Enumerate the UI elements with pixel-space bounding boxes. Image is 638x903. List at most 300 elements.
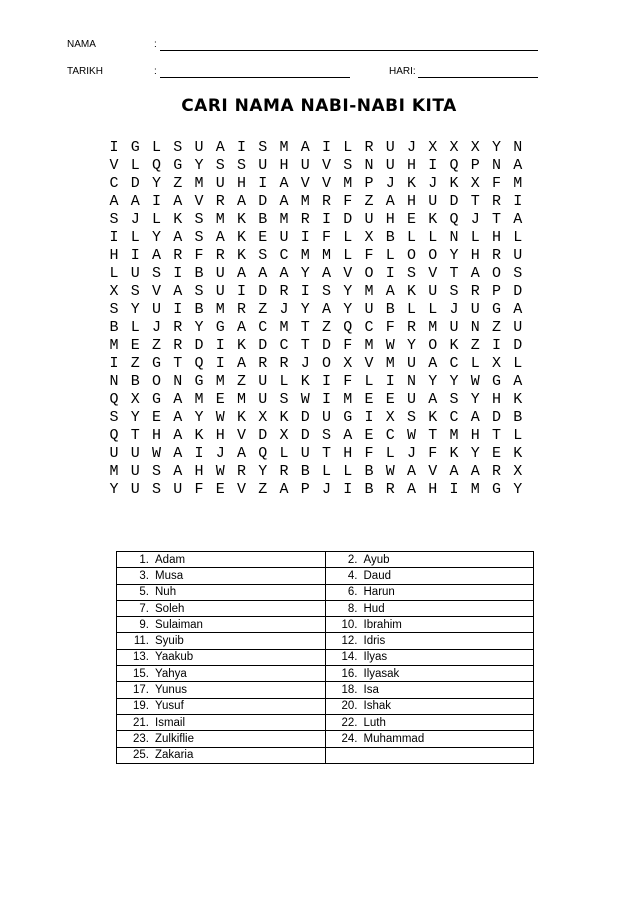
grid-letter[interactable]: A [406, 481, 416, 498]
grid-letter[interactable]: Q [109, 427, 119, 444]
grid-letter[interactable]: V [151, 283, 161, 300]
grid-letter[interactable]: Y [109, 481, 119, 498]
grid-letter[interactable]: B [194, 301, 204, 318]
grid-letter[interactable]: S [321, 427, 331, 444]
grid-letter[interactable]: J [406, 139, 416, 156]
grid-letter[interactable]: S [258, 247, 268, 264]
hari-field[interactable] [418, 77, 538, 78]
grid-letter[interactable]: T [491, 211, 501, 228]
grid-letter[interactable]: T [173, 355, 183, 372]
grid-letter[interactable]: L [151, 211, 161, 228]
grid-letter[interactable]: N [513, 139, 523, 156]
grid-letter[interactable]: F [343, 373, 353, 390]
grid-letter[interactable]: C [258, 319, 268, 336]
grid-letter[interactable]: K [236, 337, 246, 354]
grid-letter[interactable]: U [215, 283, 225, 300]
grid-letter[interactable]: L [130, 157, 140, 174]
grid-letter[interactable]: R [258, 355, 268, 372]
grid-letter[interactable]: S [406, 409, 416, 426]
grid-letter[interactable]: Q [343, 319, 353, 336]
grid-letter[interactable]: R [364, 139, 374, 156]
grid-letter[interactable]: L [279, 445, 289, 462]
grid-letter[interactable]: U [258, 373, 268, 390]
grid-letter[interactable]: A [513, 157, 523, 174]
grid-letter[interactable]: F [491, 175, 501, 192]
grid-letter[interactable]: M [343, 175, 353, 192]
grid-letter[interactable]: J [321, 481, 331, 498]
grid-letter[interactable]: R [321, 193, 331, 210]
grid-letter[interactable]: B [300, 463, 310, 480]
grid-letter[interactable]: H [428, 481, 438, 498]
grid-letter[interactable]: X [449, 139, 459, 156]
grid-letter[interactable]: L [364, 373, 374, 390]
grid-letter[interactable]: M [194, 391, 204, 408]
grid-letter[interactable]: U [130, 463, 140, 480]
grid-letter[interactable]: O [491, 265, 501, 282]
grid-letter[interactable]: D [491, 409, 501, 426]
grid-letter[interactable]: X [470, 139, 480, 156]
grid-letter[interactable]: L [513, 229, 523, 246]
grid-letter[interactable]: T [449, 265, 459, 282]
grid-letter[interactable]: A [109, 193, 119, 210]
grid-letter[interactable]: V [343, 265, 353, 282]
grid-letter[interactable]: X [491, 355, 501, 372]
grid-letter[interactable]: L [428, 229, 438, 246]
grid-letter[interactable]: U [300, 445, 310, 462]
grid-letter[interactable]: A [173, 391, 183, 408]
grid-letter[interactable]: A [236, 355, 246, 372]
grid-letter[interactable]: S [215, 157, 225, 174]
grid-letter[interactable]: B [385, 229, 395, 246]
grid-letter[interactable]: A [513, 301, 523, 318]
grid-letter[interactable]: V [321, 157, 331, 174]
grid-letter[interactable]: F [364, 445, 374, 462]
grid-letter[interactable]: Z [173, 175, 183, 192]
grid-letter[interactable]: H [406, 193, 416, 210]
grid-letter[interactable]: S [194, 283, 204, 300]
grid-letter[interactable]: Q [194, 355, 204, 372]
grid-letter[interactable]: O [364, 265, 374, 282]
grid-letter[interactable]: H [491, 229, 501, 246]
grid-letter[interactable]: S [151, 463, 161, 480]
grid-letter[interactable]: X [109, 283, 119, 300]
grid-letter[interactable]: S [236, 157, 246, 174]
grid-letter[interactable]: H [194, 463, 204, 480]
grid-letter[interactable]: J [406, 445, 416, 462]
grid-letter[interactable]: A [385, 193, 395, 210]
grid-letter[interactable]: J [385, 175, 395, 192]
grid-letter[interactable]: M [364, 337, 374, 354]
grid-letter[interactable]: C [109, 175, 119, 192]
grid-letter[interactable]: G [491, 373, 501, 390]
grid-letter[interactable]: X [364, 229, 374, 246]
grid-letter[interactable]: S [109, 409, 119, 426]
grid-letter[interactable]: U [151, 301, 161, 318]
grid-letter[interactable]: D [300, 427, 310, 444]
grid-letter[interactable]: I [513, 193, 523, 210]
grid-letter[interactable]: O [406, 247, 416, 264]
grid-letter[interactable]: F [343, 337, 353, 354]
grid-letter[interactable]: E [385, 391, 395, 408]
grid-letter[interactable]: W [385, 337, 395, 354]
grid-letter[interactable]: Z [258, 301, 268, 318]
grid-letter[interactable]: U [321, 409, 331, 426]
grid-letter[interactable]: I [258, 175, 268, 192]
grid-letter[interactable]: L [428, 301, 438, 318]
grid-letter[interactable]: K [449, 175, 459, 192]
grid-letter[interactable]: R [300, 211, 310, 228]
grid-letter[interactable]: D [513, 337, 523, 354]
grid-letter[interactable]: R [491, 463, 501, 480]
grid-letter[interactable]: U [470, 301, 480, 318]
grid-letter[interactable]: S [449, 391, 459, 408]
grid-letter[interactable]: Y [513, 481, 523, 498]
grid-letter[interactable]: A [470, 265, 480, 282]
grid-letter[interactable]: O [151, 373, 161, 390]
grid-letter[interactable]: B [109, 319, 119, 336]
grid-letter[interactable]: R [385, 481, 395, 498]
grid-letter[interactable]: V [194, 193, 204, 210]
grid-letter[interactable]: R [173, 247, 183, 264]
grid-letter[interactable]: U [449, 319, 459, 336]
grid-letter[interactable]: S [194, 229, 204, 246]
grid-letter[interactable]: L [321, 463, 331, 480]
grid-letter[interactable]: K [236, 211, 246, 228]
grid-letter[interactable]: M [449, 427, 459, 444]
grid-letter[interactable]: J [428, 175, 438, 192]
grid-letter[interactable]: Y [449, 373, 459, 390]
grid-letter[interactable]: V [364, 355, 374, 372]
grid-letter[interactable]: M [513, 175, 523, 192]
grid-letter[interactable]: H [279, 157, 289, 174]
grid-letter[interactable]: Z [130, 355, 140, 372]
grid-letter[interactable]: Z [491, 319, 501, 336]
grid-letter[interactable]: S [109, 301, 119, 318]
grid-letter[interactable]: K [428, 409, 438, 426]
grid-letter[interactable]: X [258, 409, 268, 426]
grid-letter[interactable]: A [236, 265, 246, 282]
grid-letter[interactable]: L [343, 139, 353, 156]
grid-letter[interactable]: X [343, 355, 353, 372]
grid-letter[interactable]: I [130, 247, 140, 264]
grid-letter[interactable]: X [513, 463, 523, 480]
grid-letter[interactable]: R [236, 463, 246, 480]
grid-letter[interactable]: M [236, 391, 246, 408]
grid-letter[interactable]: A [151, 247, 161, 264]
grid-letter[interactable]: H [151, 427, 161, 444]
grid-letter[interactable]: U [385, 157, 395, 174]
grid-letter[interactable]: K [194, 427, 204, 444]
grid-letter[interactable]: L [385, 247, 395, 264]
grid-letter[interactable]: A [236, 193, 246, 210]
grid-letter[interactable]: C [385, 427, 395, 444]
grid-letter[interactable]: I [151, 193, 161, 210]
grid-letter[interactable]: B [194, 265, 204, 282]
grid-letter[interactable]: P [491, 283, 501, 300]
grid-letter[interactable]: S [151, 481, 161, 498]
grid-letter[interactable]: A [173, 409, 183, 426]
grid-letter[interactable]: A [215, 139, 225, 156]
grid-letter[interactable]: A [428, 391, 438, 408]
grid-letter[interactable]: W [406, 427, 416, 444]
grid-letter[interactable]: P [300, 481, 310, 498]
grid-letter[interactable]: R [173, 337, 183, 354]
grid-letter[interactable]: G [343, 409, 353, 426]
grid-letter[interactable]: I [173, 265, 183, 282]
grid-letter[interactable]: K [236, 247, 246, 264]
grid-letter[interactable]: U [428, 283, 438, 300]
grid-letter[interactable]: R [173, 319, 183, 336]
grid-letter[interactable]: L [470, 229, 480, 246]
grid-letter[interactable]: V [236, 481, 246, 498]
grid-letter[interactable]: Q [151, 157, 161, 174]
grid-letter[interactable]: I [215, 355, 225, 372]
grid-letter[interactable]: R [406, 319, 416, 336]
grid-letter[interactable]: C [449, 355, 459, 372]
grid-letter[interactable]: L [343, 463, 353, 480]
grid-letter[interactable]: K [406, 283, 416, 300]
grid-letter[interactable]: D [194, 337, 204, 354]
grid-letter[interactable]: A [215, 229, 225, 246]
grid-letter[interactable]: J [130, 211, 140, 228]
grid-letter[interactable]: A [300, 139, 310, 156]
grid-letter[interactable]: G [491, 481, 501, 498]
grid-letter[interactable]: S [449, 283, 459, 300]
grid-letter[interactable]: U [173, 481, 183, 498]
grid-letter[interactable]: Z [321, 319, 331, 336]
grid-letter[interactable]: M [215, 211, 225, 228]
grid-letter[interactable]: C [364, 319, 374, 336]
grid-letter[interactable]: A [343, 427, 353, 444]
grid-letter[interactable]: A [385, 283, 395, 300]
grid-letter[interactable]: G [194, 373, 204, 390]
grid-letter[interactable]: I [109, 355, 119, 372]
grid-letter[interactable]: T [470, 193, 480, 210]
grid-letter[interactable]: A [173, 229, 183, 246]
grid-letter[interactable]: D [449, 193, 459, 210]
grid-letter[interactable]: M [279, 211, 289, 228]
grid-letter[interactable]: S [151, 265, 161, 282]
grid-letter[interactable]: E [151, 409, 161, 426]
grid-letter[interactable]: I [428, 157, 438, 174]
grid-letter[interactable]: M [300, 247, 310, 264]
grid-letter[interactable]: E [215, 481, 225, 498]
grid-letter[interactable]: I [173, 301, 183, 318]
grid-letter[interactable]: J [151, 319, 161, 336]
grid-letter[interactable]: E [364, 391, 374, 408]
grid-letter[interactable]: D [513, 283, 523, 300]
grid-letter[interactable]: W [215, 409, 225, 426]
grid-letter[interactable]: L [343, 247, 353, 264]
grid-letter[interactable]: G [151, 391, 161, 408]
grid-letter[interactable]: L [109, 265, 119, 282]
grid-letter[interactable]: S [109, 211, 119, 228]
grid-letter[interactable]: S [194, 211, 204, 228]
grid-letter[interactable]: N [109, 373, 119, 390]
grid-letter[interactable]: A [173, 463, 183, 480]
grid-letter[interactable]: U [385, 139, 395, 156]
grid-letter[interactable]: A [279, 481, 289, 498]
grid-letter[interactable]: I [300, 229, 310, 246]
grid-letter[interactable]: L [130, 229, 140, 246]
grid-letter[interactable]: I [300, 283, 310, 300]
grid-letter[interactable]: A [321, 265, 331, 282]
grid-letter[interactable]: W [215, 463, 225, 480]
grid-letter[interactable]: I [215, 337, 225, 354]
grid-letter[interactable]: D [258, 427, 268, 444]
grid-letter[interactable]: U [406, 355, 416, 372]
grid-letter[interactable]: B [513, 409, 523, 426]
grid-letter[interactable]: C [279, 337, 289, 354]
grid-letter[interactable]: Y [470, 391, 480, 408]
grid-letter[interactable]: U [364, 301, 374, 318]
grid-letter[interactable]: H [470, 427, 480, 444]
grid-letter[interactable]: V [428, 265, 438, 282]
grid-letter[interactable]: H [385, 211, 395, 228]
grid-letter[interactable]: J [449, 301, 459, 318]
grid-letter[interactable]: I [385, 265, 395, 282]
grid-letter[interactable]: V [300, 175, 310, 192]
grid-letter[interactable]: A [173, 283, 183, 300]
grid-letter[interactable]: L [513, 355, 523, 372]
grid-letter[interactable]: L [279, 373, 289, 390]
grid-letter[interactable]: N [470, 319, 480, 336]
grid-letter[interactable]: T [491, 427, 501, 444]
grid-letter[interactable]: G [151, 355, 161, 372]
grid-letter[interactable]: I [109, 229, 119, 246]
grid-letter[interactable]: A [236, 445, 246, 462]
grid-letter[interactable]: K [173, 211, 183, 228]
grid-letter[interactable]: U [513, 247, 523, 264]
grid-letter[interactable]: U [130, 481, 140, 498]
grid-letter[interactable]: B [258, 211, 268, 228]
grid-letter[interactable]: U [215, 175, 225, 192]
grid-letter[interactable]: Y [470, 445, 480, 462]
grid-letter[interactable]: N [406, 373, 416, 390]
grid-letter[interactable]: C [449, 409, 459, 426]
grid-letter[interactable]: I [109, 139, 119, 156]
grid-letter[interactable]: B [364, 463, 374, 480]
grid-letter[interactable]: V [236, 427, 246, 444]
grid-letter[interactable]: R [215, 193, 225, 210]
grid-letter[interactable]: F [194, 481, 204, 498]
grid-letter[interactable]: U [258, 157, 268, 174]
tarikh-field[interactable] [160, 77, 350, 78]
grid-letter[interactable]: A [173, 427, 183, 444]
grid-letter[interactable]: E [406, 211, 416, 228]
grid-letter[interactable]: Y [151, 175, 161, 192]
grid-letter[interactable]: H [343, 445, 353, 462]
grid-letter[interactable]: Y [194, 409, 204, 426]
grid-letter[interactable]: I [491, 337, 501, 354]
grid-letter[interactable]: F [194, 247, 204, 264]
grid-letter[interactable]: A [470, 409, 480, 426]
grid-letter[interactable]: A [321, 301, 331, 318]
grid-letter[interactable]: V [428, 463, 438, 480]
grid-letter[interactable]: M [300, 193, 310, 210]
grid-letter[interactable]: U [513, 319, 523, 336]
grid-letter[interactable]: U [428, 193, 438, 210]
grid-letter[interactable]: W [385, 463, 395, 480]
grid-letter[interactable]: H [491, 391, 501, 408]
grid-letter[interactable]: M [109, 337, 119, 354]
grid-letter[interactable]: A [470, 463, 480, 480]
grid-letter[interactable]: K [236, 409, 246, 426]
grid-letter[interactable]: Y [343, 301, 353, 318]
grid-letter[interactable]: R [215, 247, 225, 264]
grid-letter[interactable]: O [428, 247, 438, 264]
grid-letter[interactable]: Y [491, 139, 501, 156]
grid-letter[interactable]: M [321, 247, 331, 264]
grid-letter[interactable]: P [364, 175, 374, 192]
grid-letter[interactable]: K [513, 445, 523, 462]
grid-letter[interactable]: K [513, 391, 523, 408]
grid-letter[interactable]: T [300, 337, 310, 354]
grid-letter[interactable]: G [215, 319, 225, 336]
grid-letter[interactable]: V [109, 157, 119, 174]
grid-letter[interactable]: I [364, 409, 374, 426]
grid-letter[interactable]: X [130, 391, 140, 408]
grid-letter[interactable]: I [321, 139, 331, 156]
grid-letter[interactable]: B [385, 301, 395, 318]
grid-letter[interactable]: F [385, 319, 395, 336]
grid-letter[interactable]: I [385, 373, 395, 390]
grid-letter[interactable]: A [173, 445, 183, 462]
grid-letter[interactable]: D [343, 211, 353, 228]
grid-letter[interactable]: A [236, 319, 246, 336]
grid-letter[interactable]: A [449, 463, 459, 480]
grid-letter[interactable]: K [449, 445, 459, 462]
grid-letter[interactable]: I [321, 373, 331, 390]
grid-letter[interactable]: T [428, 427, 438, 444]
grid-letter[interactable]: S [343, 157, 353, 174]
grid-letter[interactable]: R [279, 283, 289, 300]
grid-letter[interactable]: T [300, 319, 310, 336]
grid-letter[interactable]: Z [236, 373, 246, 390]
grid-letter[interactable]: O [428, 337, 438, 354]
grid-letter[interactable]: M [279, 319, 289, 336]
grid-letter[interactable]: H [406, 157, 416, 174]
grid-letter[interactable]: Q [109, 391, 119, 408]
grid-letter[interactable]: G [491, 301, 501, 318]
grid-letter[interactable]: S [513, 265, 523, 282]
grid-letter[interactable]: E [215, 391, 225, 408]
grid-letter[interactable]: X [385, 409, 395, 426]
grid-letter[interactable]: E [258, 229, 268, 246]
grid-letter[interactable]: N [364, 157, 374, 174]
grid-letter[interactable]: K [428, 211, 438, 228]
grid-letter[interactable]: Y [194, 157, 204, 174]
grid-letter[interactable]: A [513, 373, 523, 390]
grid-letter[interactable]: X [279, 427, 289, 444]
grid-letter[interactable]: R [279, 355, 289, 372]
grid-letter[interactable]: W [151, 445, 161, 462]
grid-letter[interactable]: R [470, 283, 480, 300]
grid-letter[interactable]: L [406, 301, 416, 318]
grid-letter[interactable]: L [343, 229, 353, 246]
grid-letter[interactable]: Y [194, 319, 204, 336]
grid-letter[interactable]: Y [343, 283, 353, 300]
grid-letter[interactable]: U [194, 139, 204, 156]
grid-letter[interactable]: B [364, 481, 374, 498]
grid-letter[interactable]: K [449, 337, 459, 354]
grid-letter[interactable]: K [406, 175, 416, 192]
grid-letter[interactable]: E [364, 427, 374, 444]
grid-letter[interactable]: V [321, 175, 331, 192]
grid-letter[interactable]: I [321, 211, 331, 228]
grid-letter[interactable]: Y [428, 373, 438, 390]
grid-letter[interactable]: M [279, 139, 289, 156]
